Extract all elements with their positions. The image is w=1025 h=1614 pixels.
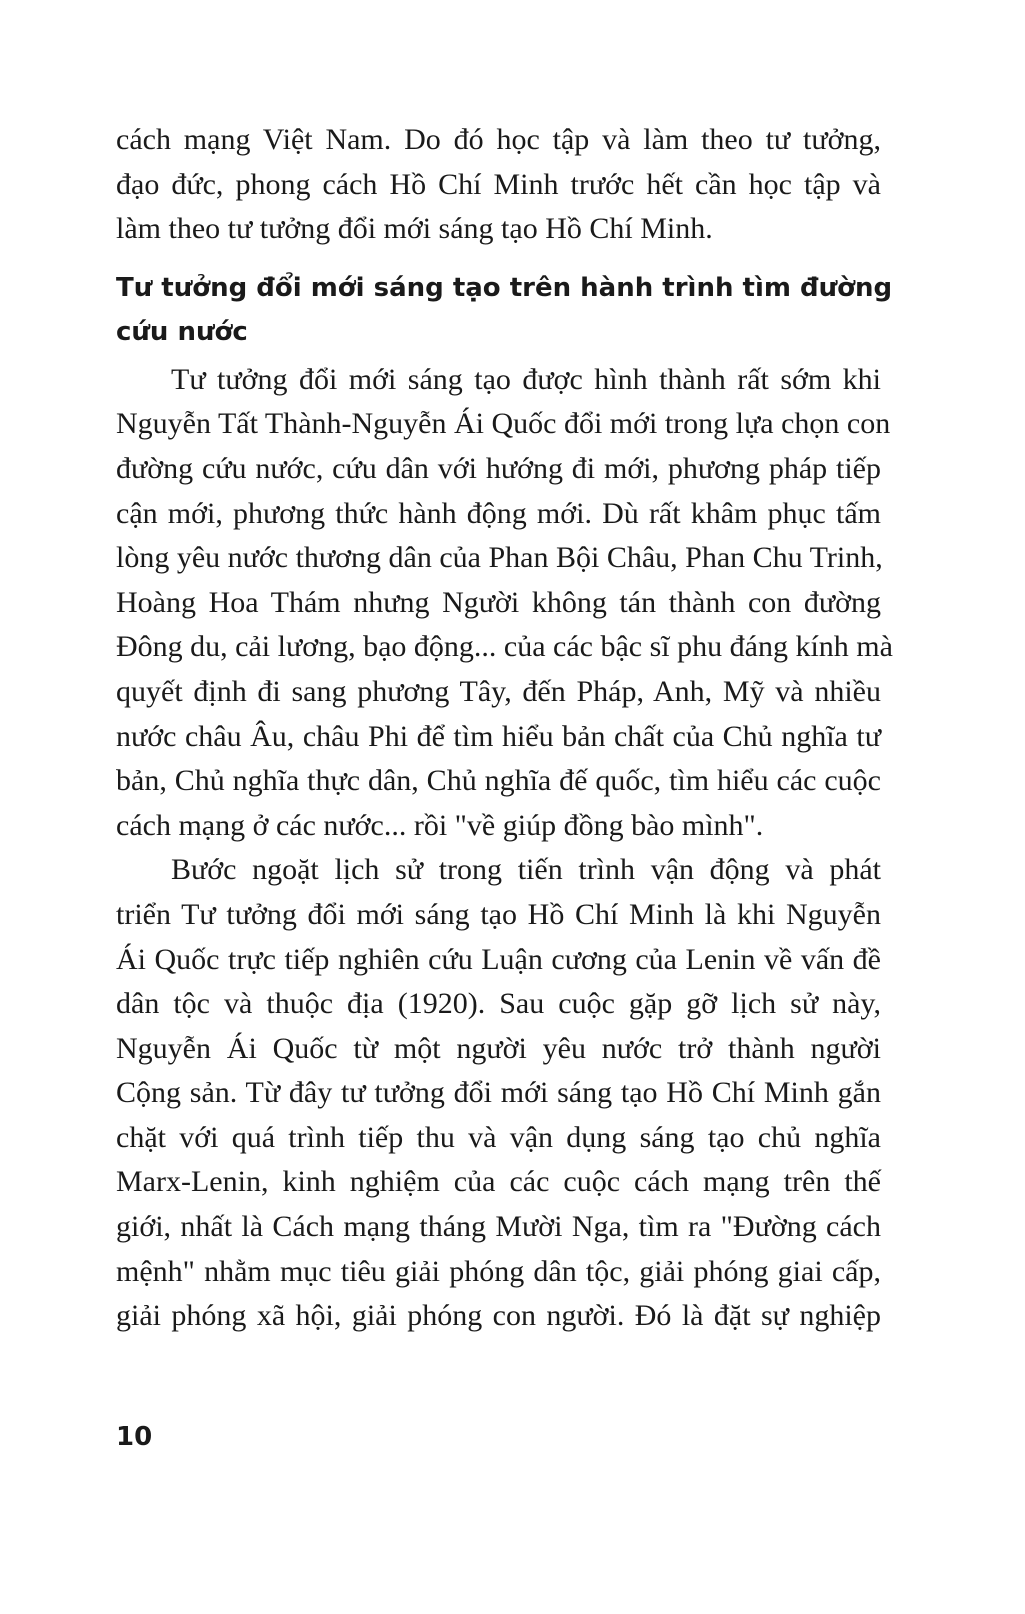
text-line: đạo đức, phong cách Hồ Chí Minh trước hết cần học tập và: [116, 167, 881, 201]
text-line: Tư tưởng đổi mới sáng tạo được hình thành rất sớm khi: [171, 362, 881, 396]
text-line: Nguyễn Tất Thành-Nguyễn Ái Quốc đổi mới trong lựa chọn con: [116, 407, 891, 441]
text-line: triển Tư tưởng đổi mới sáng tạo Hồ Chí Minh là khi Nguyễn: [116, 897, 881, 931]
text-line: Nguyễn Ái Quốc từ một người yêu nước trở thành người: [116, 1031, 881, 1065]
paragraph-continued: [116, 118, 881, 252]
spacer: [116, 252, 881, 266]
text-line: Hoàng Hoa Thám nhưng Người không tán thành con đường: [116, 585, 881, 619]
text-column: [116, 118, 893, 1339]
text-line: Bước ngoặt lịch sử trong tiến trình vận động và phát: [171, 853, 881, 887]
text-line: làm theo tư tưởng đổi mới sáng tạo Hồ Chí Minh.: [116, 212, 713, 246]
page-number: 10: [116, 1422, 153, 1452]
text-line: giải phóng xã hội, giải phóng con người. Đó là đặt sự nghiệp: [116, 1299, 881, 1333]
text-line: chặt với quá trình tiếp thu và vận dụng sáng tạo chủ nghĩa: [116, 1120, 881, 1154]
paragraph-2: [116, 848, 881, 1339]
text-line: mệnh" nhằm mục tiêu giải phóng dân tộc, giải phóng giai cấp,: [116, 1254, 881, 1288]
text-line: giới, nhất là Cách mạng tháng Mười Nga, tìm ra "Đường cách: [116, 1210, 881, 1244]
text-line: lòng yêu nước thương dân của Phan Bội Châu, Phan Chu Trinh,: [116, 541, 883, 575]
heading-line: Tư tưởng đổi mới sáng tạo trên hành trình tìm đường: [116, 272, 893, 303]
section-heading: [116, 266, 893, 354]
text-line: bản, Chủ nghĩa thực dân, Chủ nghĩa đế quốc, tìm hiểu các cuộc: [116, 764, 881, 798]
text-line: Marx-Lenin, kinh nghiệm của các cuộc cách mạng trên thế: [116, 1165, 881, 1199]
text-line: quyết định đi sang phương Tây, đến Pháp, Anh, Mỹ và nhiều: [116, 674, 881, 708]
text-line: dân tộc và thuộc địa (1920). Sau cuộc gặp gỡ lịch sử này,: [116, 987, 881, 1021]
text-line: đường cứu nước, cứu dân với hướng đi mới, phương pháp tiếp: [116, 451, 881, 485]
text-line: cách mạng ở các nước... rồi "về giúp đồng bào mình".: [116, 808, 764, 842]
text-line: cách mạng Việt Nam. Do đó học tập và làm theo tư tưởng,: [116, 123, 881, 156]
paragraph-1: [116, 358, 893, 849]
text-line: cận mới, phương thức hành động mới. Dù rất khâm phục tấm: [116, 496, 881, 530]
heading-line: cứu nước: [116, 316, 248, 347]
text-line: nước châu Âu, châu Phi để tìm hiểu bản chất của Chủ nghĩa tư: [116, 719, 881, 753]
text-line: Cộng sản. Từ đây tư tưởng đổi mới sáng tạo Hồ Chí Minh gắn: [116, 1076, 881, 1110]
text-line: Ái Quốc trực tiếp nghiên cứu Luận cương của Lenin về vấn đề: [116, 942, 881, 976]
text-line: Đông du, cải lương, bạo động... của các bậc sĩ phu đáng kính mà: [116, 630, 893, 664]
